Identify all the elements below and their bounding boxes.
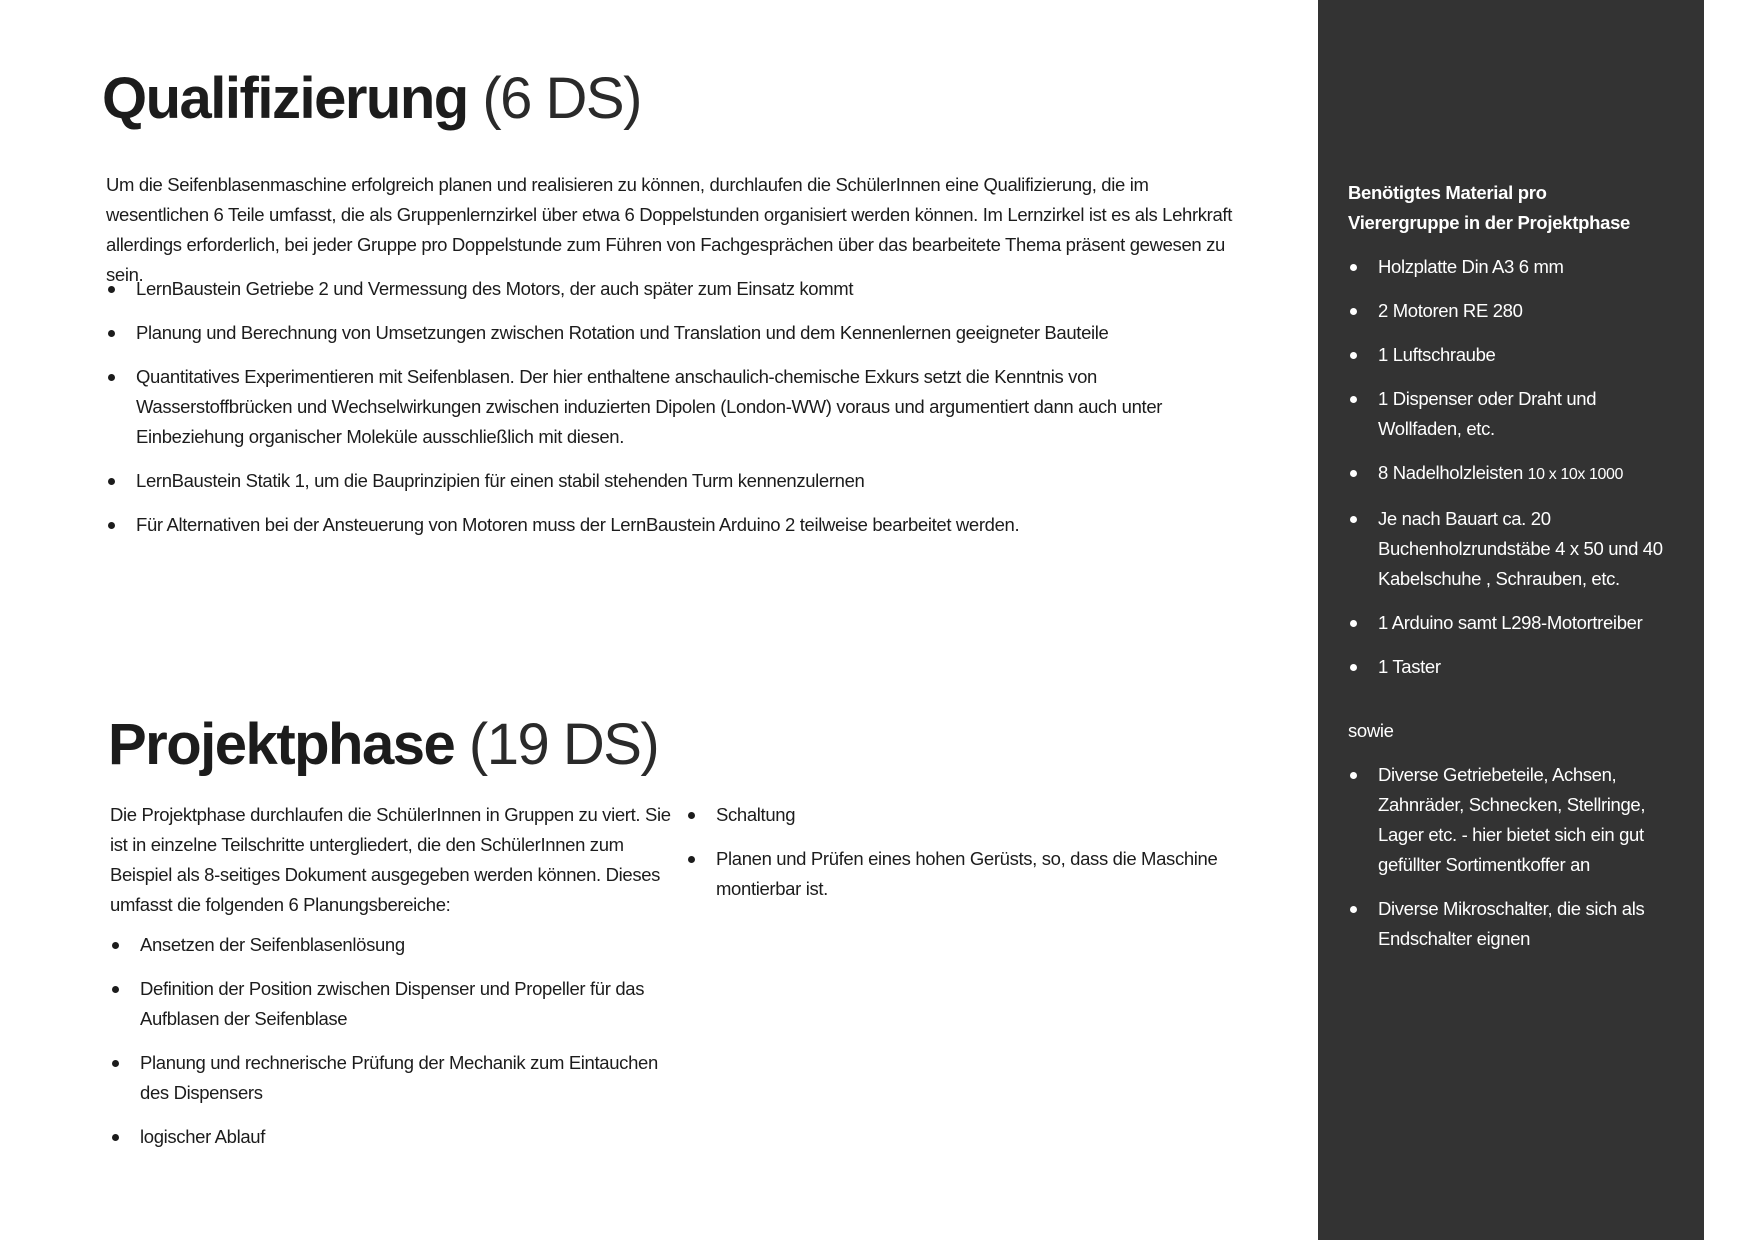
list-item-text: 8 Nadelholzleisten	[1378, 462, 1528, 483]
bullet-icon	[1350, 470, 1357, 477]
list-item-text: Holzplatte Din A3 6 mm	[1378, 256, 1564, 277]
list-item-text: Ansetzen der Seifenblasenlösung	[140, 934, 405, 955]
list-item-text: Quantitatives Experimentieren mit Seifenblasen. Der hier enthaltene anschaulich-chemische Exkurs setzt die Kenntnis von Wasserstoffbrücken und Wechselwirkungen zwischen induzierten Dipolen (London-WW) voraus und argumentiert dann auch unter Einbeziehung organischer Moleküle ausschließlich mit diesen.	[136, 366, 1163, 447]
list-item-text: 1 Dispenser oder Draht und Wollfaden, etc.	[1378, 388, 1597, 439]
list-item	[110, 930, 675, 960]
bullet-icon	[688, 812, 695, 819]
list-item	[1348, 894, 1668, 954]
qualifizierung-duration: (6 DS)	[482, 66, 641, 131]
bullet-icon	[112, 1134, 119, 1141]
list-item	[1348, 652, 1668, 682]
list-item-text: Diverse Mikroschalter, die sich als Endschalter eignen	[1378, 898, 1645, 949]
bullet-icon	[1350, 906, 1357, 913]
bullet-icon	[108, 478, 115, 485]
list-item-text: Planung und Berechnung von Umsetzungen zwischen Rotation und Translation und dem Kennenlernen geeigneter Bauteile	[136, 322, 1109, 343]
list-item	[110, 1122, 675, 1152]
material-list-extra	[1348, 760, 1668, 968]
list-item-text: 1 Luftschraube	[1378, 344, 1496, 365]
list-item	[1348, 252, 1668, 282]
material-sidebar	[1318, 0, 1704, 1240]
bullet-icon	[1350, 516, 1357, 523]
list-item-text: logischer Ablauf	[140, 1126, 266, 1147]
qualifizierung-heading	[102, 66, 641, 131]
bullet-icon	[1350, 620, 1357, 627]
bullet-icon	[108, 374, 115, 381]
qualifizierung-list	[106, 274, 1246, 554]
qualifizierung-title: Qualifizierung	[102, 66, 468, 131]
list-item-text: 1 Taster	[1378, 656, 1441, 677]
list-item-text: 1 Arduino samt L298-Motortreiber	[1378, 612, 1643, 633]
bullet-icon	[112, 942, 119, 949]
list-item-text: LernBaustein Getriebe 2 und Vermessung des Motors, der auch später zum Einsatz kommt	[136, 278, 854, 299]
list-item	[1348, 458, 1668, 490]
bullet-icon	[688, 856, 695, 863]
list-item-text: 2 Motoren RE 280	[1378, 300, 1523, 321]
bullet-icon	[1350, 664, 1357, 671]
projektphase-title: Projektphase	[108, 712, 455, 777]
list-item	[686, 800, 1246, 830]
list-item	[1348, 760, 1668, 880]
list-item-text: Schaltung	[716, 804, 796, 825]
list-item	[106, 362, 1246, 452]
bullet-icon	[1350, 308, 1357, 315]
list-item	[1348, 504, 1668, 594]
page-margin	[1704, 0, 1754, 1240]
sidebar-title: Benötigtes Material pro Vierergruppe in der Projektphase	[1348, 182, 1631, 233]
list-item-text: Planen und Prüfen eines hohen Gerüsts, so, dass die Maschine montierbar ist.	[716, 848, 1218, 899]
list-item-text: Für Alternativen bei der Ansteuerung von Motoren muss der LernBaustein Arduino 2 teilweise bearbeitet werden.	[136, 514, 1020, 535]
list-item	[106, 510, 1246, 540]
projektphase-duration: (19 DS)	[468, 712, 659, 777]
projektphase-list-right	[686, 800, 1246, 918]
bullet-icon	[1350, 352, 1357, 359]
bullet-icon	[112, 986, 119, 993]
projektphase-list-left	[110, 930, 675, 1166]
list-item-text: Je nach Bauart ca. 20 Buchenholzrundstäbe 4 x 50 und 40 Kabelschuhe , Schrauben, etc.	[1378, 508, 1663, 589]
bullet-icon	[112, 1060, 119, 1067]
list-item	[106, 274, 1246, 304]
list-item	[106, 318, 1246, 348]
bullet-icon	[1350, 772, 1357, 779]
list-item	[106, 466, 1246, 496]
qualifizierung-intro: Um die Seifenblasenmaschine erfolgreich planen und realisieren zu können, durchlaufen die SchülerInnen eine Qualifizierung, die im wesentlichen 6 Teile umfasst, die als Gruppenlernzirkel über etwa 6 Doppelstunden organisiert werden können. Im Lernzirkel ist es als Lehrkraft allerdings erforderlich, bei jeder Gruppe pro Doppelstunde zum Führen von Fachgesprächen über das bearbeitete Thema präsent gewesen zu sein.	[106, 174, 1233, 285]
projektphase-intro: Die Projektphase durchlaufen die SchülerInnen in Gruppen zu viert. Sie ist in einzelne Teilschritte untergliedert, die den SchülerInnen zum Beispiel als 8-seitiges Dokument ausgegeben werden können. Dieses umfasst die folgenden 6 Planungsbereiche:	[110, 804, 671, 915]
list-item-text: Definition der Position zwischen Dispenser und Propeller für das Aufblasen der Seifenblase	[140, 978, 645, 1029]
list-item	[1348, 340, 1668, 370]
list-item	[110, 1048, 675, 1108]
bullet-icon	[108, 330, 115, 337]
bullet-icon	[108, 286, 115, 293]
list-item	[110, 974, 675, 1034]
bullet-icon	[1350, 264, 1357, 271]
list-item-text: Diverse Getriebeteile, Achsen, Zahnräder, Schnecken, Stellringe, Lager etc. - hier bietet sich ein gut gefüllter Sortimentkoffer an	[1378, 764, 1646, 875]
sidebar-sowie: sowie	[1348, 720, 1394, 741]
list-item	[1348, 608, 1668, 638]
list-item	[1348, 384, 1668, 444]
bullet-icon	[1350, 396, 1357, 403]
bullet-icon	[108, 522, 115, 529]
material-list	[1348, 252, 1668, 696]
list-item-dimensions: 10 x 10x 1000	[1527, 466, 1623, 483]
list-item-text: LernBaustein Statik 1, um die Bauprinzipien für einen stabil stehenden Turm kennenzulernen	[136, 470, 865, 491]
list-item	[686, 844, 1246, 904]
list-item-text: Planung und rechnerische Prüfung der Mechanik zum Eintauchen des Dispensers	[140, 1052, 658, 1103]
projektphase-heading	[108, 712, 659, 777]
list-item	[1348, 296, 1668, 326]
